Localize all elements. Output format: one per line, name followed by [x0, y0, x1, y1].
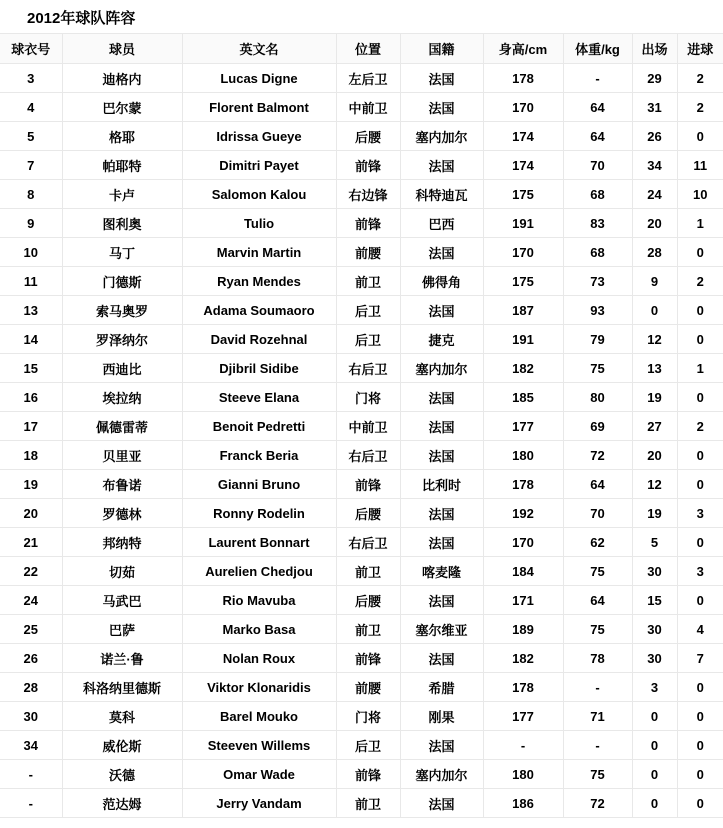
table-cell: 12 [632, 325, 677, 354]
table-cell: 64 [563, 470, 632, 499]
table-cell: 78 [563, 644, 632, 673]
table-cell: 64 [563, 122, 632, 151]
table-cell: 180 [483, 760, 563, 789]
table-cell: 0 [677, 586, 723, 615]
table-cell: 马武巴 [62, 586, 182, 615]
table-cell: 0 [677, 296, 723, 325]
table-cell: 20 [632, 209, 677, 238]
table-cell: 11 [0, 267, 62, 296]
table-cell: 30 [632, 615, 677, 644]
table-cell: 25 [0, 615, 62, 644]
table-cell: Marko Basa [182, 615, 336, 644]
table-cell: 24 [0, 586, 62, 615]
table-cell: Lucas Digne [182, 64, 336, 93]
table-cell: 24 [632, 180, 677, 209]
table-cell: 0 [677, 325, 723, 354]
table-cell: 34 [632, 151, 677, 180]
table-cell: 前锋 [336, 209, 400, 238]
table-cell: - [0, 789, 62, 818]
table-cell: 法国 [400, 789, 483, 818]
column-header: 球衣号 [0, 34, 62, 64]
table-cell: 13 [0, 296, 62, 325]
table-cell: 佩德雷蒂 [62, 412, 182, 441]
table-cell: 切茹 [62, 557, 182, 586]
table-cell: Salomon Kalou [182, 180, 336, 209]
table-row [0, 644, 723, 673]
table-cell: 30 [632, 557, 677, 586]
table-row [0, 267, 723, 296]
table-cell: 72 [563, 441, 632, 470]
table-cell: 27 [632, 412, 677, 441]
table-cell: 177 [483, 412, 563, 441]
table-cell: 62 [563, 528, 632, 557]
table-cell: 17 [0, 412, 62, 441]
table-cell: 15 [632, 586, 677, 615]
table-cell: 法国 [400, 383, 483, 412]
table-row [0, 760, 723, 789]
table-cell: 174 [483, 122, 563, 151]
table-cell: 法国 [400, 731, 483, 760]
table-cell: 5 [0, 122, 62, 151]
table-cell: 法国 [400, 296, 483, 325]
table-cell: 巴尔蒙 [62, 93, 182, 122]
table-cell: 180 [483, 441, 563, 470]
table-cell: David Rozehnal [182, 325, 336, 354]
table-row [0, 441, 723, 470]
roster-table [0, 33, 723, 818]
table-cell: - [483, 731, 563, 760]
table-cell: 前锋 [336, 151, 400, 180]
table-cell: 19 [0, 470, 62, 499]
table-cell: 170 [483, 93, 563, 122]
table-cell: 68 [563, 238, 632, 267]
table-cell: 法国 [400, 644, 483, 673]
table-row [0, 209, 723, 238]
table-cell: 178 [483, 470, 563, 499]
table-cell: 184 [483, 557, 563, 586]
table-cell: Ronny Rodelin [182, 499, 336, 528]
table-cell: 塞尔维亚 [400, 615, 483, 644]
table-cell: 2 [677, 93, 723, 122]
table-row [0, 64, 723, 93]
table-cell: 布鲁诺 [62, 470, 182, 499]
table-cell: 科特迪瓦 [400, 180, 483, 209]
table-cell: 19 [632, 383, 677, 412]
table-cell: 7 [0, 151, 62, 180]
table-cell: 科洛纳里德斯 [62, 673, 182, 702]
table-row [0, 238, 723, 267]
table-cell: 喀麦隆 [400, 557, 483, 586]
table-cell: Adama Soumaoro [182, 296, 336, 325]
table-row [0, 499, 723, 528]
table-cell: 34 [0, 731, 62, 760]
table-row [0, 325, 723, 354]
table-row [0, 296, 723, 325]
table-cell: 75 [563, 615, 632, 644]
table-cell: 175 [483, 180, 563, 209]
table-cell: 范达姆 [62, 789, 182, 818]
table-cell: 右后卫 [336, 528, 400, 557]
table-cell: 0 [632, 760, 677, 789]
table-cell: Steeve Elana [182, 383, 336, 412]
table-cell: 0 [632, 731, 677, 760]
table-cell: 前卫 [336, 615, 400, 644]
table-cell: 后腰 [336, 586, 400, 615]
table-cell: 西迪比 [62, 354, 182, 383]
table-cell: 法国 [400, 441, 483, 470]
table-cell: 8 [0, 180, 62, 209]
table-row [0, 180, 723, 209]
table-cell: 175 [483, 267, 563, 296]
table-cell: 4 [0, 93, 62, 122]
table-cell: 12 [632, 470, 677, 499]
table-cell: 3 [677, 499, 723, 528]
column-header: 出场 [632, 34, 677, 64]
table-cell: 中前卫 [336, 412, 400, 441]
table-cell: 182 [483, 644, 563, 673]
table-cell: 186 [483, 789, 563, 818]
table-cell: - [0, 760, 62, 789]
table-row [0, 731, 723, 760]
table-cell: 0 [677, 383, 723, 412]
table-cell: 187 [483, 296, 563, 325]
table-cell: 1 [677, 209, 723, 238]
table-cell: 后腰 [336, 122, 400, 151]
table-cell: Idrissa Gueye [182, 122, 336, 151]
table-cell: 比利时 [400, 470, 483, 499]
table-cell: 28 [0, 673, 62, 702]
table-row [0, 470, 723, 499]
table-cell: 189 [483, 615, 563, 644]
table-cell: 巴西 [400, 209, 483, 238]
table-cell: 塞内加尔 [400, 122, 483, 151]
table-cell: 191 [483, 209, 563, 238]
table-cell: 门将 [336, 383, 400, 412]
table-cell: 0 [677, 760, 723, 789]
table-cell: Dimitri Payet [182, 151, 336, 180]
table-cell: 法国 [400, 499, 483, 528]
table-cell: 3 [632, 673, 677, 702]
table-cell: 贝里亚 [62, 441, 182, 470]
table-cell: 罗泽纳尔 [62, 325, 182, 354]
table-cell: 178 [483, 64, 563, 93]
table-row [0, 528, 723, 557]
table-cell: 16 [0, 383, 62, 412]
table-cell: 7 [677, 644, 723, 673]
table-cell: 10 [677, 180, 723, 209]
table-cell: 170 [483, 528, 563, 557]
table-cell: 后卫 [336, 296, 400, 325]
column-header: 球员 [62, 34, 182, 64]
table-cell: Ryan Mendes [182, 267, 336, 296]
table-cell: 塞内加尔 [400, 760, 483, 789]
table-cell: 刚果 [400, 702, 483, 731]
table-cell: 9 [632, 267, 677, 296]
table-cell: 右后卫 [336, 441, 400, 470]
table-row [0, 122, 723, 151]
table-cell: 177 [483, 702, 563, 731]
table-cell: 右边锋 [336, 180, 400, 209]
table-cell: 75 [563, 760, 632, 789]
table-cell: 11 [677, 151, 723, 180]
table-cell: 0 [677, 238, 723, 267]
table-cell: 93 [563, 296, 632, 325]
table-cell: 5 [632, 528, 677, 557]
table-cell: 后卫 [336, 325, 400, 354]
table-cell: 1 [677, 354, 723, 383]
table-cell: Nolan Roux [182, 644, 336, 673]
table-cell: 0 [677, 122, 723, 151]
table-cell: 罗德林 [62, 499, 182, 528]
table-cell: 0 [677, 702, 723, 731]
table-cell: 68 [563, 180, 632, 209]
table-cell: 前腰 [336, 673, 400, 702]
table-cell: 前卫 [336, 789, 400, 818]
table-cell: 20 [0, 499, 62, 528]
table-cell: 巴萨 [62, 615, 182, 644]
table-cell: 3 [0, 64, 62, 93]
table-cell: 73 [563, 267, 632, 296]
table-cell: 80 [563, 383, 632, 412]
table-cell: 后腰 [336, 499, 400, 528]
table-row [0, 412, 723, 441]
table-cell: 31 [632, 93, 677, 122]
table-cell: 75 [563, 557, 632, 586]
table-cell: 帕耶特 [62, 151, 182, 180]
column-header: 英文名 [182, 34, 336, 64]
table-cell: 0 [632, 789, 677, 818]
table-cell: Omar Wade [182, 760, 336, 789]
table-row [0, 673, 723, 702]
table-cell: 26 [632, 122, 677, 151]
table-cell: 法国 [400, 238, 483, 267]
table-cell: 后卫 [336, 731, 400, 760]
table-cell: 中前卫 [336, 93, 400, 122]
table-cell: 0 [632, 296, 677, 325]
table-cell: 门将 [336, 702, 400, 731]
table-cell: 前锋 [336, 760, 400, 789]
table-cell: 0 [677, 789, 723, 818]
table-cell: 4 [677, 615, 723, 644]
table-cell: 诺兰·鲁 [62, 644, 182, 673]
table-cell: 莫科 [62, 702, 182, 731]
table-cell: - [563, 731, 632, 760]
table-cell: 15 [0, 354, 62, 383]
table-cell: - [563, 673, 632, 702]
table-cell: 前卫 [336, 267, 400, 296]
table-cell: 前卫 [336, 557, 400, 586]
table-cell: 14 [0, 325, 62, 354]
table-cell: 185 [483, 383, 563, 412]
table-cell: 埃拉纳 [62, 383, 182, 412]
table-row [0, 383, 723, 412]
table-cell: 19 [632, 499, 677, 528]
table-cell: 64 [563, 93, 632, 122]
table-cell: 2 [677, 64, 723, 93]
table-cell: 前锋 [336, 644, 400, 673]
table-cell: 左后卫 [336, 64, 400, 93]
table-cell: 塞内加尔 [400, 354, 483, 383]
table-cell: 法国 [400, 64, 483, 93]
table-cell: Barel Mouko [182, 702, 336, 731]
table-cell: 30 [0, 702, 62, 731]
table-cell: Marvin Martin [182, 238, 336, 267]
table-row [0, 586, 723, 615]
table-cell: 格耶 [62, 122, 182, 151]
table-cell: 马丁 [62, 238, 182, 267]
table-cell: 0 [632, 702, 677, 731]
table-cell: Rio Mavuba [182, 586, 336, 615]
table-cell: 沃德 [62, 760, 182, 789]
table-cell: 佛得角 [400, 267, 483, 296]
table-cell: 70 [563, 499, 632, 528]
table-cell: 希腊 [400, 673, 483, 702]
table-row [0, 789, 723, 818]
table-cell: - [563, 64, 632, 93]
table-cell: 前锋 [336, 470, 400, 499]
table-row [0, 93, 723, 122]
table-cell: 22 [0, 557, 62, 586]
table-cell: 174 [483, 151, 563, 180]
table-cell: 10 [0, 238, 62, 267]
table-cell: 26 [0, 644, 62, 673]
table-cell: 前腰 [336, 238, 400, 267]
table-header [0, 34, 723, 64]
page-title: 2012年球队阵容 [27, 10, 136, 27]
table-cell: 13 [632, 354, 677, 383]
table-cell: 0 [677, 731, 723, 760]
table-cell: 索马奥罗 [62, 296, 182, 325]
table-cell: Aurelien Chedjou [182, 557, 336, 586]
table-row [0, 354, 723, 383]
table-cell: 21 [0, 528, 62, 557]
table-cell: 0 [677, 528, 723, 557]
table-row [0, 615, 723, 644]
table-cell: 182 [483, 354, 563, 383]
table-cell: 69 [563, 412, 632, 441]
table-cell: 170 [483, 238, 563, 267]
table-cell: 图利奥 [62, 209, 182, 238]
table-cell: 71 [563, 702, 632, 731]
table-cell: 0 [677, 673, 723, 702]
column-header: 体重/kg [563, 34, 632, 64]
table-cell: 64 [563, 586, 632, 615]
table-cell: 邦纳特 [62, 528, 182, 557]
table-cell: 捷克 [400, 325, 483, 354]
table-cell: 3 [677, 557, 723, 586]
table-cell: 右后卫 [336, 354, 400, 383]
table-cell: Florent Balmont [182, 93, 336, 122]
table-body [0, 64, 723, 818]
table-cell: 法国 [400, 586, 483, 615]
table-cell: 0 [677, 470, 723, 499]
table-cell: 191 [483, 325, 563, 354]
table-cell: 178 [483, 673, 563, 702]
column-header: 位置 [336, 34, 400, 64]
table-cell: 171 [483, 586, 563, 615]
table-cell: Djibril Sidibe [182, 354, 336, 383]
table-cell: Jerry Vandam [182, 789, 336, 818]
column-header: 身高/cm [483, 34, 563, 64]
table-cell: Viktor Klonaridis [182, 673, 336, 702]
table-cell: 28 [632, 238, 677, 267]
table-cell: 20 [632, 441, 677, 470]
table-cell: Steeven Willems [182, 731, 336, 760]
table-row [0, 702, 723, 731]
table-cell: Gianni Bruno [182, 470, 336, 499]
table-cell: 29 [632, 64, 677, 93]
table-cell: 法国 [400, 93, 483, 122]
table-cell: 75 [563, 354, 632, 383]
table-cell: 法国 [400, 151, 483, 180]
table-row [0, 557, 723, 586]
table-cell: 0 [677, 441, 723, 470]
table-cell: Franck Beria [182, 441, 336, 470]
table-cell: 83 [563, 209, 632, 238]
table-cell: 192 [483, 499, 563, 528]
table-cell: 30 [632, 644, 677, 673]
table-cell: Benoit Pedretti [182, 412, 336, 441]
table-cell: Tulio [182, 209, 336, 238]
table-cell: 2 [677, 412, 723, 441]
table-cell: 法国 [400, 412, 483, 441]
table-cell: Laurent Bonnart [182, 528, 336, 557]
table-row [0, 151, 723, 180]
table-cell: 法国 [400, 528, 483, 557]
column-header: 进球 [677, 34, 723, 64]
table-cell: 9 [0, 209, 62, 238]
table-cell: 18 [0, 441, 62, 470]
header-row [0, 34, 723, 64]
table-cell: 2 [677, 267, 723, 296]
table-cell: 72 [563, 789, 632, 818]
table-cell: 迪格内 [62, 64, 182, 93]
table-cell: 威伦斯 [62, 731, 182, 760]
table-cell: 70 [563, 151, 632, 180]
column-header: 国籍 [400, 34, 483, 64]
table-cell: 门德斯 [62, 267, 182, 296]
table-cell: 79 [563, 325, 632, 354]
table-cell: 卡卢 [62, 180, 182, 209]
